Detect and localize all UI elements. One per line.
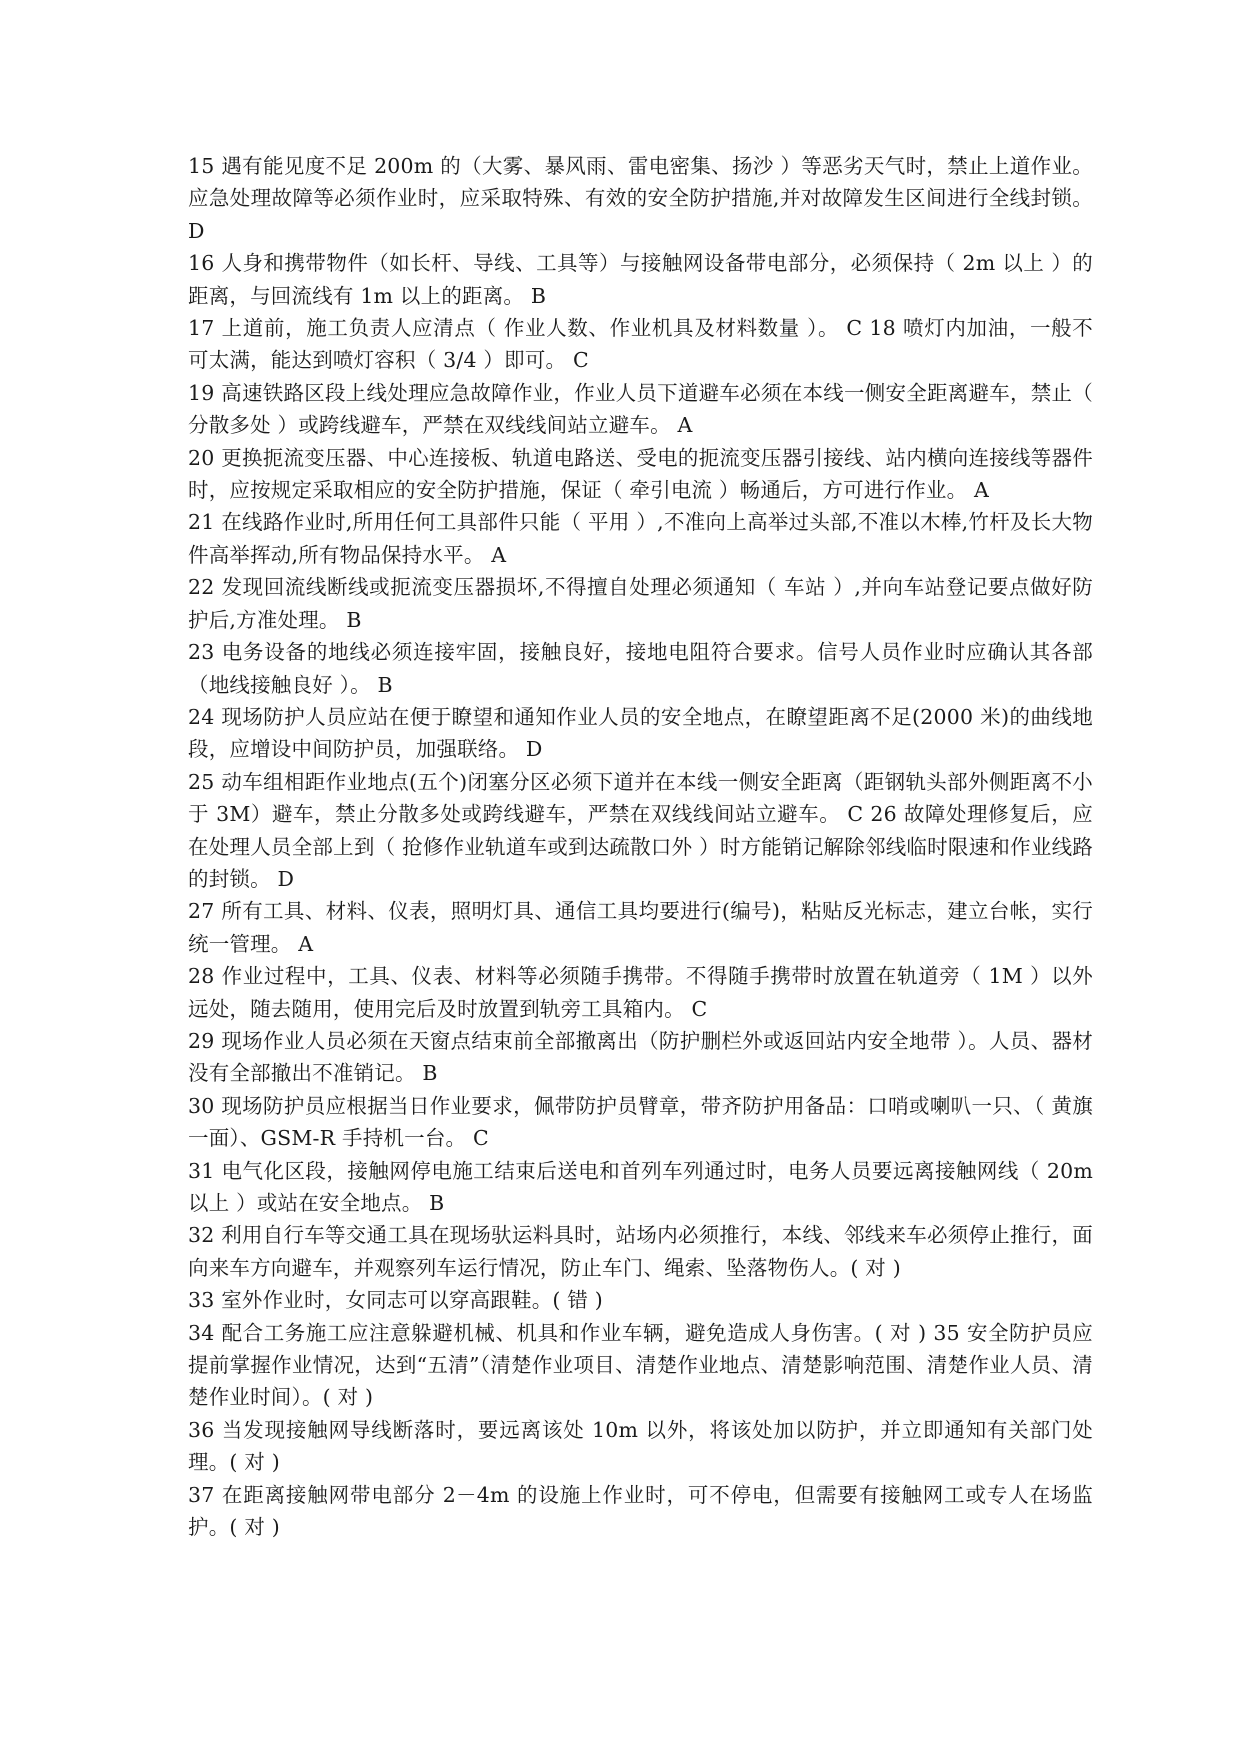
- question-27: 27 所有工具、材料、仪表，照明灯具、通信工具均要进行(编号)，粘贴反光标志，建立台帐，实行统一管理。 A: [188, 899, 1093, 956]
- question-23: 23 电务设备的地线必须连接牢固，接触良好，接地电阻符合要求。信号人员作业时应确认其各部（地线接触良好 ）。 B: [188, 640, 1093, 697]
- question-36: 36 当发现接触网导线断落时，要远离该处 10m 以外，将该处加以防护，并立即通知有关部门处理。( 对 ): [188, 1417, 1093, 1475]
- question-28: 28 作业过程中，工具、仪表、材料等必须随手携带。不得随手携带时放置在轨道旁（ 1M ）以外远处，随去随用，使用完后及时放置到轨旁工具箱内。 C: [188, 964, 1093, 1021]
- question-21: 21 在线路作业时,所用任何工具部件只能（ 平用 ）,不准向上高举过头部,不准以木棒,竹杆及长大物件高举挥动,所有物品保持水平。 A: [188, 510, 1093, 567]
- question-19: 19 高速铁路区段上线处理应急故障作业，作业人员下道避车必须在本线一侧安全距离避车，禁止（ 分散多处 ）或跨线避车，严禁在双线线间站立避车。 A: [188, 380, 1093, 438]
- question-25-26: 25 动车组相距作业地点(五个)闭塞分区必须下道并在本线一侧安全距离（距钢轨头部外侧距离不小于 3M）避车，禁止分散多处或跨线避车，严禁在双线线间站立避车。 C 26 故障处理修复后，应在处理人员全部上到（ 抢修作业轨道车或到达疏散口外 ）时方能销记解除邻线临时限速和作业线路的封锁。 D: [188, 769, 1093, 891]
- question-22: 22 发现回流线断线或扼流变压器损坏,不得擅自处理必须通知（ 车站 ）,并向车站登记要点做好防护后,方准处理。 B: [188, 575, 1093, 632]
- document-body: [188, 150, 1093, 1543]
- question-20: 20 更换扼流变压器、中心连接板、轨道电路送、受电的扼流变压器引接线、站内横向连接线等器件时，应按规定采取相应的安全防护措施，保证（ 牵引电流 ）畅通后，方可进行作业。 A: [188, 445, 1093, 503]
- question-16: 16 人身和携带物件（如长杆、导线、工具等）与接触网设备带电部分，必须保持（ 2m 以上 ）的距离，与回流线有 1m 以上的距离。 B: [188, 251, 1093, 308]
- question-30: 30 现场防护员应根据当日作业要求，佩带防护员臂章，带齐防护用备品：口哨或喇叭一只、（ 黄旗一面）、GSM-R 手持机一台。 C: [188, 1093, 1093, 1151]
- question-37: 37 在距离接触网带电部分 2－4m 的设施上作业时，可不停电，但需要有接触网工或专人在场监护。( 对 ): [188, 1482, 1093, 1540]
- question-15: 15 遇有能见度不足 200m 的（大雾、暴风雨、雷电密集、扬沙 ）等恶劣天气时，禁止上道作业。应急处理故障等必须作业时，应采取特殊、有效的安全防护措施,并对故障发生区间进行全线封锁。 D: [188, 154, 1093, 243]
- question-29: 29 现场作业人员必须在天窗点结束前全部撤离出（防护删栏外或返回站内安全地带 ）。人员、器材没有全部撤出不准销记。 B: [188, 1028, 1093, 1086]
- question-33: 33 室外作业时，女同志可以穿高跟鞋。( 错 ): [188, 1288, 603, 1313]
- question-32: 32 利用自行车等交通工具在现场驮运料具时，站场内必须推行，本线、邻线来车必须停止推行，面向来车方向避车，并观察列车运行情况，防止车门、绳索、坠落物伤人。( 对 ): [188, 1223, 1093, 1280]
- question-24: 24 现场防护人员应站在便于瞭望和通知作业人员的安全地点，在瞭望距离不足(2000 米)的曲线地段，应增设中间防护员，加强联络。 D: [188, 704, 1093, 762]
- question-34-35: 34 配合工务施工应注意躲避机械、机具和作业车辆，避免造成人身伤害。( 对 ) 35 安全防护员应提前掌握作业情况，达到“五清”（清楚作业项目、清楚作业地点、清楚影响范围、清楚作业人员、清楚作业时间）。( 对 ): [188, 1320, 1093, 1410]
- question-17-18: 17 上道前，施工负责人应清点（ 作业人数、作业机具及材料数量 ）。 C 18 喷灯内加油，一般不可太满，能达到喷灯容积（ 3/4 ）即可。 C: [188, 316, 1093, 373]
- question-31: 31 电气化区段，接触网停电施工结束后送电和首列车列通过时，电务人员要远离接触网线（ 20m 以上 ）或站在安全地点。 B: [188, 1158, 1093, 1215]
